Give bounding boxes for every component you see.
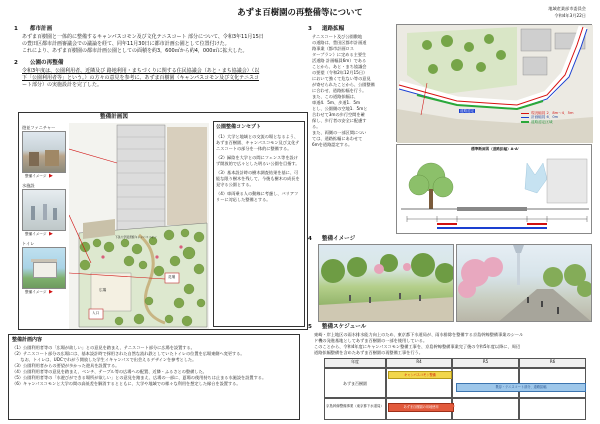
section-1-num: 1	[14, 26, 18, 32]
section-3-text	[312, 34, 392, 148]
section-3-num: 3	[308, 26, 312, 32]
design-item: （2）テニスコート部分の広場には、基本設計時で採用された自然な流れ鉄としていたトイレの位置を広場東側へ変更する。	[12, 351, 245, 356]
section-2-num: 2	[14, 60, 18, 66]
arrow-icon: ▶	[49, 231, 53, 237]
concept-box	[213, 121, 305, 327]
table-row2-r5	[452, 398, 519, 420]
section-diagram	[396, 144, 592, 234]
table-header-year: 年度	[324, 358, 386, 368]
section-5-title: 整備スケジュール	[321, 324, 367, 330]
table-row2-r6	[519, 398, 586, 420]
s3-line: 合わせて3mの歩行空間を確	[312, 112, 365, 117]
photo-furniture	[22, 131, 66, 173]
s3-line: る。	[312, 124, 321, 129]
section-1-heading	[14, 26, 52, 33]
section-5-heading	[308, 324, 366, 331]
legend-plan-swatch	[521, 117, 529, 118]
table-row2-label: 京島幹線整備事業（東京都下水道局）	[324, 398, 386, 420]
s3-line: ことから、あと・まち協議会	[312, 64, 367, 69]
photo-label-water: 水施設	[22, 183, 35, 188]
legend-current-text: 現況幅員 2．8m～4．5m	[531, 111, 574, 115]
s3-line: において強くて危ない等の意見	[312, 76, 371, 81]
section-1-title: 都市計画	[29, 26, 53, 32]
render-plaza	[318, 244, 454, 322]
map-label-plaza: 広場	[99, 288, 107, 292]
section-5-num: 5	[308, 324, 312, 330]
map-label-garden: 花壇	[168, 275, 176, 279]
concept-item: （1）大学と地域との交流の場となるよう、あずま百樹園、キャンパスコモン及び文化テニスコートの部分を一体的に整備する。	[216, 134, 300, 151]
road-map-label: 道路認定	[460, 109, 475, 113]
bar-land-use: あずま百樹園の用地使用	[388, 403, 454, 412]
section-1-text	[22, 34, 304, 55]
s3-line: ては、道路拡幅にあわせて	[312, 136, 363, 141]
s3-line: また、両側の一部区間につい	[312, 130, 367, 135]
section-3-heading	[308, 26, 344, 33]
img-label-3: 整備イメージ	[25, 290, 47, 294]
s3-line: 路事業（都市計画ロス	[312, 46, 354, 51]
map-label-entrance: 入口	[92, 311, 100, 315]
schedule-table	[324, 358, 586, 422]
s3-line: タープラン）に定める主要生	[312, 52, 367, 57]
s3-line: 車道4．5m、歩道1．5m	[312, 100, 361, 105]
design-item: なお、トイレは、UDCでれがう開放した学生イキャンパスで出会えるデザインを参考とした。	[12, 357, 197, 362]
plan-panel	[18, 112, 308, 330]
design-item: （1）公園利用者等の「広場が欲しい」との意見を踏まえ、テニスコート部分に広場を設置する。	[12, 345, 195, 350]
photo-toilet	[22, 247, 66, 289]
design-title: 整備計画内容	[12, 337, 43, 343]
s5-line: ド機の発進基地としてあずま百樹園の一部を使用している。	[314, 338, 428, 343]
table-header-r6: R6	[519, 358, 586, 368]
section-diagram-title: 標準断面図（道路拡幅）A-A'	[471, 147, 519, 151]
section-2-heading	[14, 60, 63, 67]
section-4-heading	[308, 236, 355, 243]
concept-item: （3）基本設計時の樹木調査結果を基に、可能な限り樹木を残して、今後も樹木の成長を見守る公園とする。	[216, 170, 300, 187]
design-item: （3）公園利用者からの要望が多かった遊具を設置する。	[12, 363, 120, 368]
s1-line: これにより、あずま百樹園の都市計画公園としての面積を約3，600㎡から約4，000㎡に拡大した。	[22, 48, 248, 54]
s2-line: 下「公園利用者等」という。）の方々の意見を参考に、あずま百樹園（キャンパスコモン及び文化テニスコ	[22, 75, 259, 81]
s1-line: あずま百樹園と一体的に整備するキャンパスコモン及び文化テニスコート 部分について、令和3年11月15日	[22, 34, 264, 40]
img-label-1: 整備イメージ	[25, 174, 47, 178]
s3-line: 活道路 計画幅員6m）である	[312, 58, 367, 63]
img-label-2: 整備イメージ	[25, 232, 47, 236]
s5-line: このことから、令和4年度にキャンパスコモン整備工事を、京島幹線整備事業完了後の令和5年度以降に、周辺	[314, 344, 521, 349]
s3-line: テニスコート及び公園敷地	[312, 34, 363, 39]
s3-line: が寄せられたことから、公園整備	[312, 82, 375, 87]
page-title: あずま百樹園の再整備等について	[237, 7, 363, 17]
s2-line: ート部分）の実施設計を完了した。	[22, 82, 103, 88]
concept-title: 公園整備コンセプト	[216, 124, 262, 130]
bar-tennis-road: 既存・テニスコート部分、道路拡幅	[456, 383, 586, 392]
table-header-r5: R5	[452, 358, 519, 368]
s3-line: の道路は、豊田区都市計画道	[312, 40, 367, 45]
plan-title: 整備計画図	[100, 114, 128, 120]
s5-line: 道路拡幅整備を含めたあずま百樹園の再整備工事を行う。	[314, 350, 423, 355]
s3-line: の要望（令和2年12月15日）	[312, 70, 368, 75]
concept-item: （2）緑陰を大学との間にフェンス等を設けず開放的で広々とした明るい公園を目指す。	[216, 155, 300, 166]
s3-line: 6mを道路認定する。	[312, 142, 353, 147]
legend-area-swatch	[521, 121, 529, 123]
section-2-text	[22, 68, 306, 89]
table-row1-label: あずま百樹園	[324, 368, 386, 398]
legend-area-text: 道路認定区域	[531, 119, 553, 124]
road-legend	[521, 111, 591, 124]
s2-line: 令和3年度は、公園利用者、近隣及び 路地利用・まちづくりに関する住民協議会（あと・まち協議会）（以	[22, 68, 260, 74]
map-label-building: 下条大学図書館キャンパスコモン	[115, 235, 157, 239]
photo-water	[22, 189, 66, 231]
s5-line: 東崎・岸上地区の雨水排水能力向上のため、東京都下水道局が、雨水排除を整備する京島幹線整備事業のシール	[314, 332, 524, 337]
section-4-title: 整備イメージ	[321, 236, 356, 242]
plan-map	[69, 123, 209, 329]
design-item: （6）キャンパスコモンと大学の間の高低差を解消するとともに、大学や地域での様々な利用を想定した縁台を設置する。	[12, 381, 241, 386]
design-item: （4）公園利用者等の意見を踏まえ、ベンチ、テーブル等の広場への配置、近隣・ふるさとの整備した。	[12, 369, 207, 374]
bar-land-use-arrow	[450, 403, 455, 409]
legend-current-swatch	[521, 113, 529, 114]
render-street	[456, 244, 592, 322]
legend-plan-text: 計画幅員 6．0m	[531, 115, 559, 120]
section-5-text	[314, 332, 596, 356]
legend-area	[521, 120, 591, 124]
s1-line: の豊田区都市計画審議会での議論を経て、同年11月30日に都市計画公園として位置付けた。	[22, 41, 230, 47]
section-3-title: 道路拡幅	[321, 26, 345, 32]
bar-campus-commons: キャンパスコモン整備	[388, 371, 452, 379]
design-item: （5）公園利用者等の「水遊びができる場所が欲しい」との意見を踏まえ、広場の一部に、夏場の使用持ちは止まる水施設を設置する。	[12, 375, 267, 380]
design-box	[8, 334, 300, 420]
road-map	[396, 24, 592, 142]
photo-label-furniture: 遊並ファニチャー	[22, 125, 56, 130]
concept-item: （4）車両乗る人の動線に考慮し、バリアフリーに対応した整備とする。	[216, 191, 299, 202]
s3-line: に合わせ、道路拡幅を行う。	[312, 88, 367, 93]
arrow-icon: ▶	[49, 173, 53, 179]
s3-line: また、この道路拡幅は、	[312, 94, 359, 99]
doc-date: 令和4年3月22日	[554, 13, 586, 18]
arrow-icon: ▶	[49, 289, 53, 295]
photo-label-toilet: トイレ	[22, 241, 35, 246]
section-4-num: 4	[308, 236, 312, 242]
table-header-r4: R4	[386, 358, 452, 368]
org-name: 地域産業部市委員会	[548, 6, 586, 11]
s3-line: とし、公園側の空地1．5mと	[312, 106, 368, 111]
s3-line: 保し、歩行者の安全に配慮す	[312, 118, 367, 123]
section-2-title: 公園の再整備	[29, 60, 64, 66]
